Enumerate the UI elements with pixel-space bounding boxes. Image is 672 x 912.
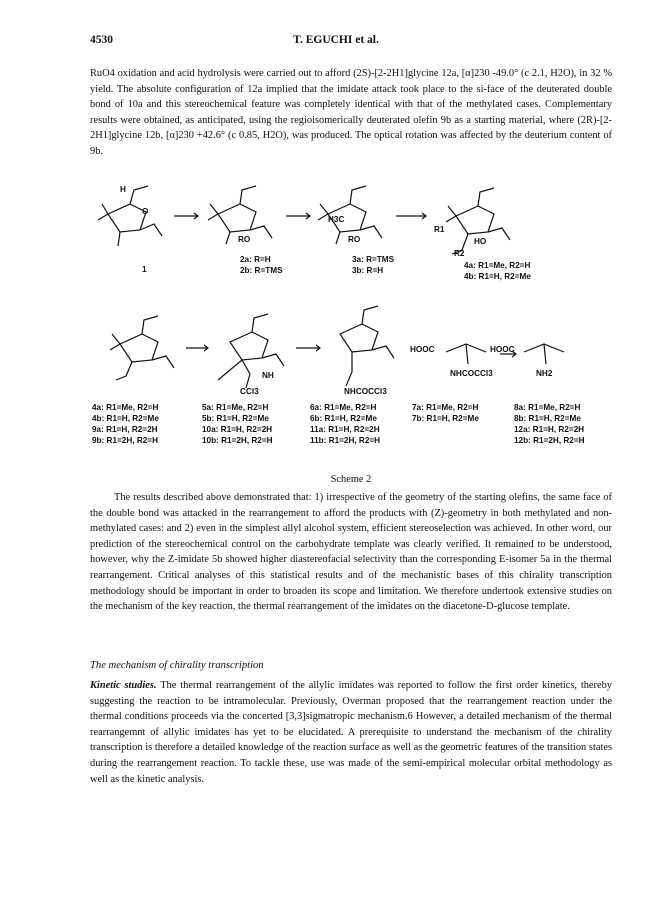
structure-6 [340,306,394,386]
label-12a: 12a: R1=H, R2=2H [514,425,585,434]
fragment-r1: R1 [434,225,445,234]
label-6b: 6b: R1=H, R2=Me [310,414,377,423]
label-10b: 10b: R1=2H, R2=H [202,436,273,445]
fragment-ccl3: CCl3 [240,387,259,396]
label-4b-row2: 4b: R1=H, R2=Me [92,414,159,423]
structure-5 [218,314,284,388]
label-5b: 5b: R1=H, R2=Me [202,414,269,423]
label-8a: 8a: R1=Me, R2=H [514,403,581,412]
fragment-hooc-7: HOOC [410,345,435,354]
fragment-ro-2: RO [348,235,361,244]
label-11a: 11a: R1=H, R2=2H [310,425,380,434]
section-title: The mechanism of chirality transcription [90,660,264,671]
label-5a: 5a: R1=Me, R2=H [202,403,269,412]
fragment-nh2: NH2 [536,369,553,378]
paragraph-2-text: The results described above demonstrated that: 1) irrespective of the geometry of the starting olefins, the same face of the double bond was attacked in the rearrangement to afford the products with (Z)-geometry in both methylated and non-methylated cases: and 2) even in the simplest allyl alcohol system, efficient stereoselection was achieved. In other word, our prediction of the stereochemical control on the carbohydrate template was clearly verified. It remained to be understood, however, why the Z-imidate 5b showed higher diastereofacial selectivity than the corresponding E-isomer 5a in the thermal rearrangement. Critical analyses of this statistical results and of the mechanistic bases of this chirality transcription methodology should be important in order to broaden its scope and limitation. We therefore undertook extensive studies on the mechanism of the key reaction, the thermal rearrangement of the imidates on the diacetone-D-glucose template. [90,492,612,613]
fragment-h3c: H3C [328,215,345,224]
fragment-nh: NH [262,371,274,380]
fragment-ho: HO [474,237,487,246]
label-7a: 7a: R1=Me, R2=H [412,403,479,412]
running-title: T. EGUCHI et al. [293,34,379,46]
label-10a: 10a: R1=H, R2=2H [202,425,273,434]
label-12b: 12b: R1=2H, R2=H [514,436,585,445]
label-4a-row2: 4a: R1=Me, R2=H [92,403,159,412]
label-compound-3b: 3b: R=H [352,266,384,275]
structure-7 [446,344,486,364]
label-compound-2a: 2a: R=H [240,255,271,264]
label-compound-3a: 3a: R=TMS [352,255,395,264]
fragment-ro: RO [238,235,251,244]
fragment-hooc-8: HOOC [490,345,515,354]
label-compound-1: 1 [142,265,147,274]
paragraph-3-text [90,678,612,787]
paragraph-2 [90,490,612,615]
page-number: 4530 [90,34,113,46]
structure-8 [524,344,564,364]
label-compound-4b: 4b: R1=H, R2=Me [464,272,531,281]
label-9a: 9a: R1=H, R2=2H [92,425,158,434]
reaction-scheme [90,184,612,484]
label-9b: 9b: R1=2H, R2=H [92,436,158,445]
scheme-caption: Scheme 2 [330,474,372,485]
fragment-r2: R2 [454,249,465,258]
subsection-title: Kinetic studies. [90,680,157,691]
label-7b: 7b: R1=H, R2=Me [412,414,479,423]
paragraph-1-text: RuO4 oxidation and acid hydrolysis were carried out to afford (2S)-[2-2H1]glycine 12a, [α]230 -49.0° (c 2.1, H2O), in 32 % yield. The absolute configuration of 12a implied that the imidate attack took place to the si-face of the deuterated double bond of 10a and this stereochemical feature was completely identical with that of the methylated cases. Complementary results were obtained, as anticipated, using the regioisomerically deuterated olefin 9b as a starting material, where (2R)-[2-2H1]glycine 12b, [α]230 +42.6° (c 0.85, H2O), was produced. The optical rotation was affected by the deuterium content of 9b. [90,68,612,157]
paragraph-3-body: The thermal rearrangement of the allylic imidates was reported to follow the first order kinetics, thereby suggesting the reaction to be intramolecular. Previously, Overman proposed that the rearrangement reaction under the thermal conditions proceeds via the concerted [3,3]sigmatropic mechanism.6 However, a detailed mechanism of the thermal rearrangemnt of allylic imidates has yet to be elucidated. A prerequisite to understand the mechanism of the chirality transcription is therefore a detailed knowledge of the reaction surface as well as the geometric features of the transition states during the rearrangement reaction. To tackle these, use was made of the semi-empirical molecular orbital methodology as well as the kinetic analysis. [90,680,612,785]
label-11b: 11b: R1=2H, R2=H [310,436,381,445]
page-header [0,34,672,50]
fragment-nhcoccl3: NHCOCCl3 [344,387,387,396]
label-6a: 6a: R1=Me, R2=H [310,403,377,412]
paragraph-3 [90,678,612,787]
paragraph-1 [90,66,612,160]
structure-4-row2 [110,316,174,380]
label-compound-2b: 2b: R=TMS [240,266,283,275]
fragment-o: O [142,207,149,216]
label-8b: 8b: R1=H, R2=Me [514,414,581,423]
label-compound-4a: 4a: R1=Me, R2=H [464,261,531,270]
fragment-h: H [120,185,126,194]
fragment-nhcoccl3-7: NHCOCCl3 [450,369,493,378]
structure-1 [98,186,162,246]
